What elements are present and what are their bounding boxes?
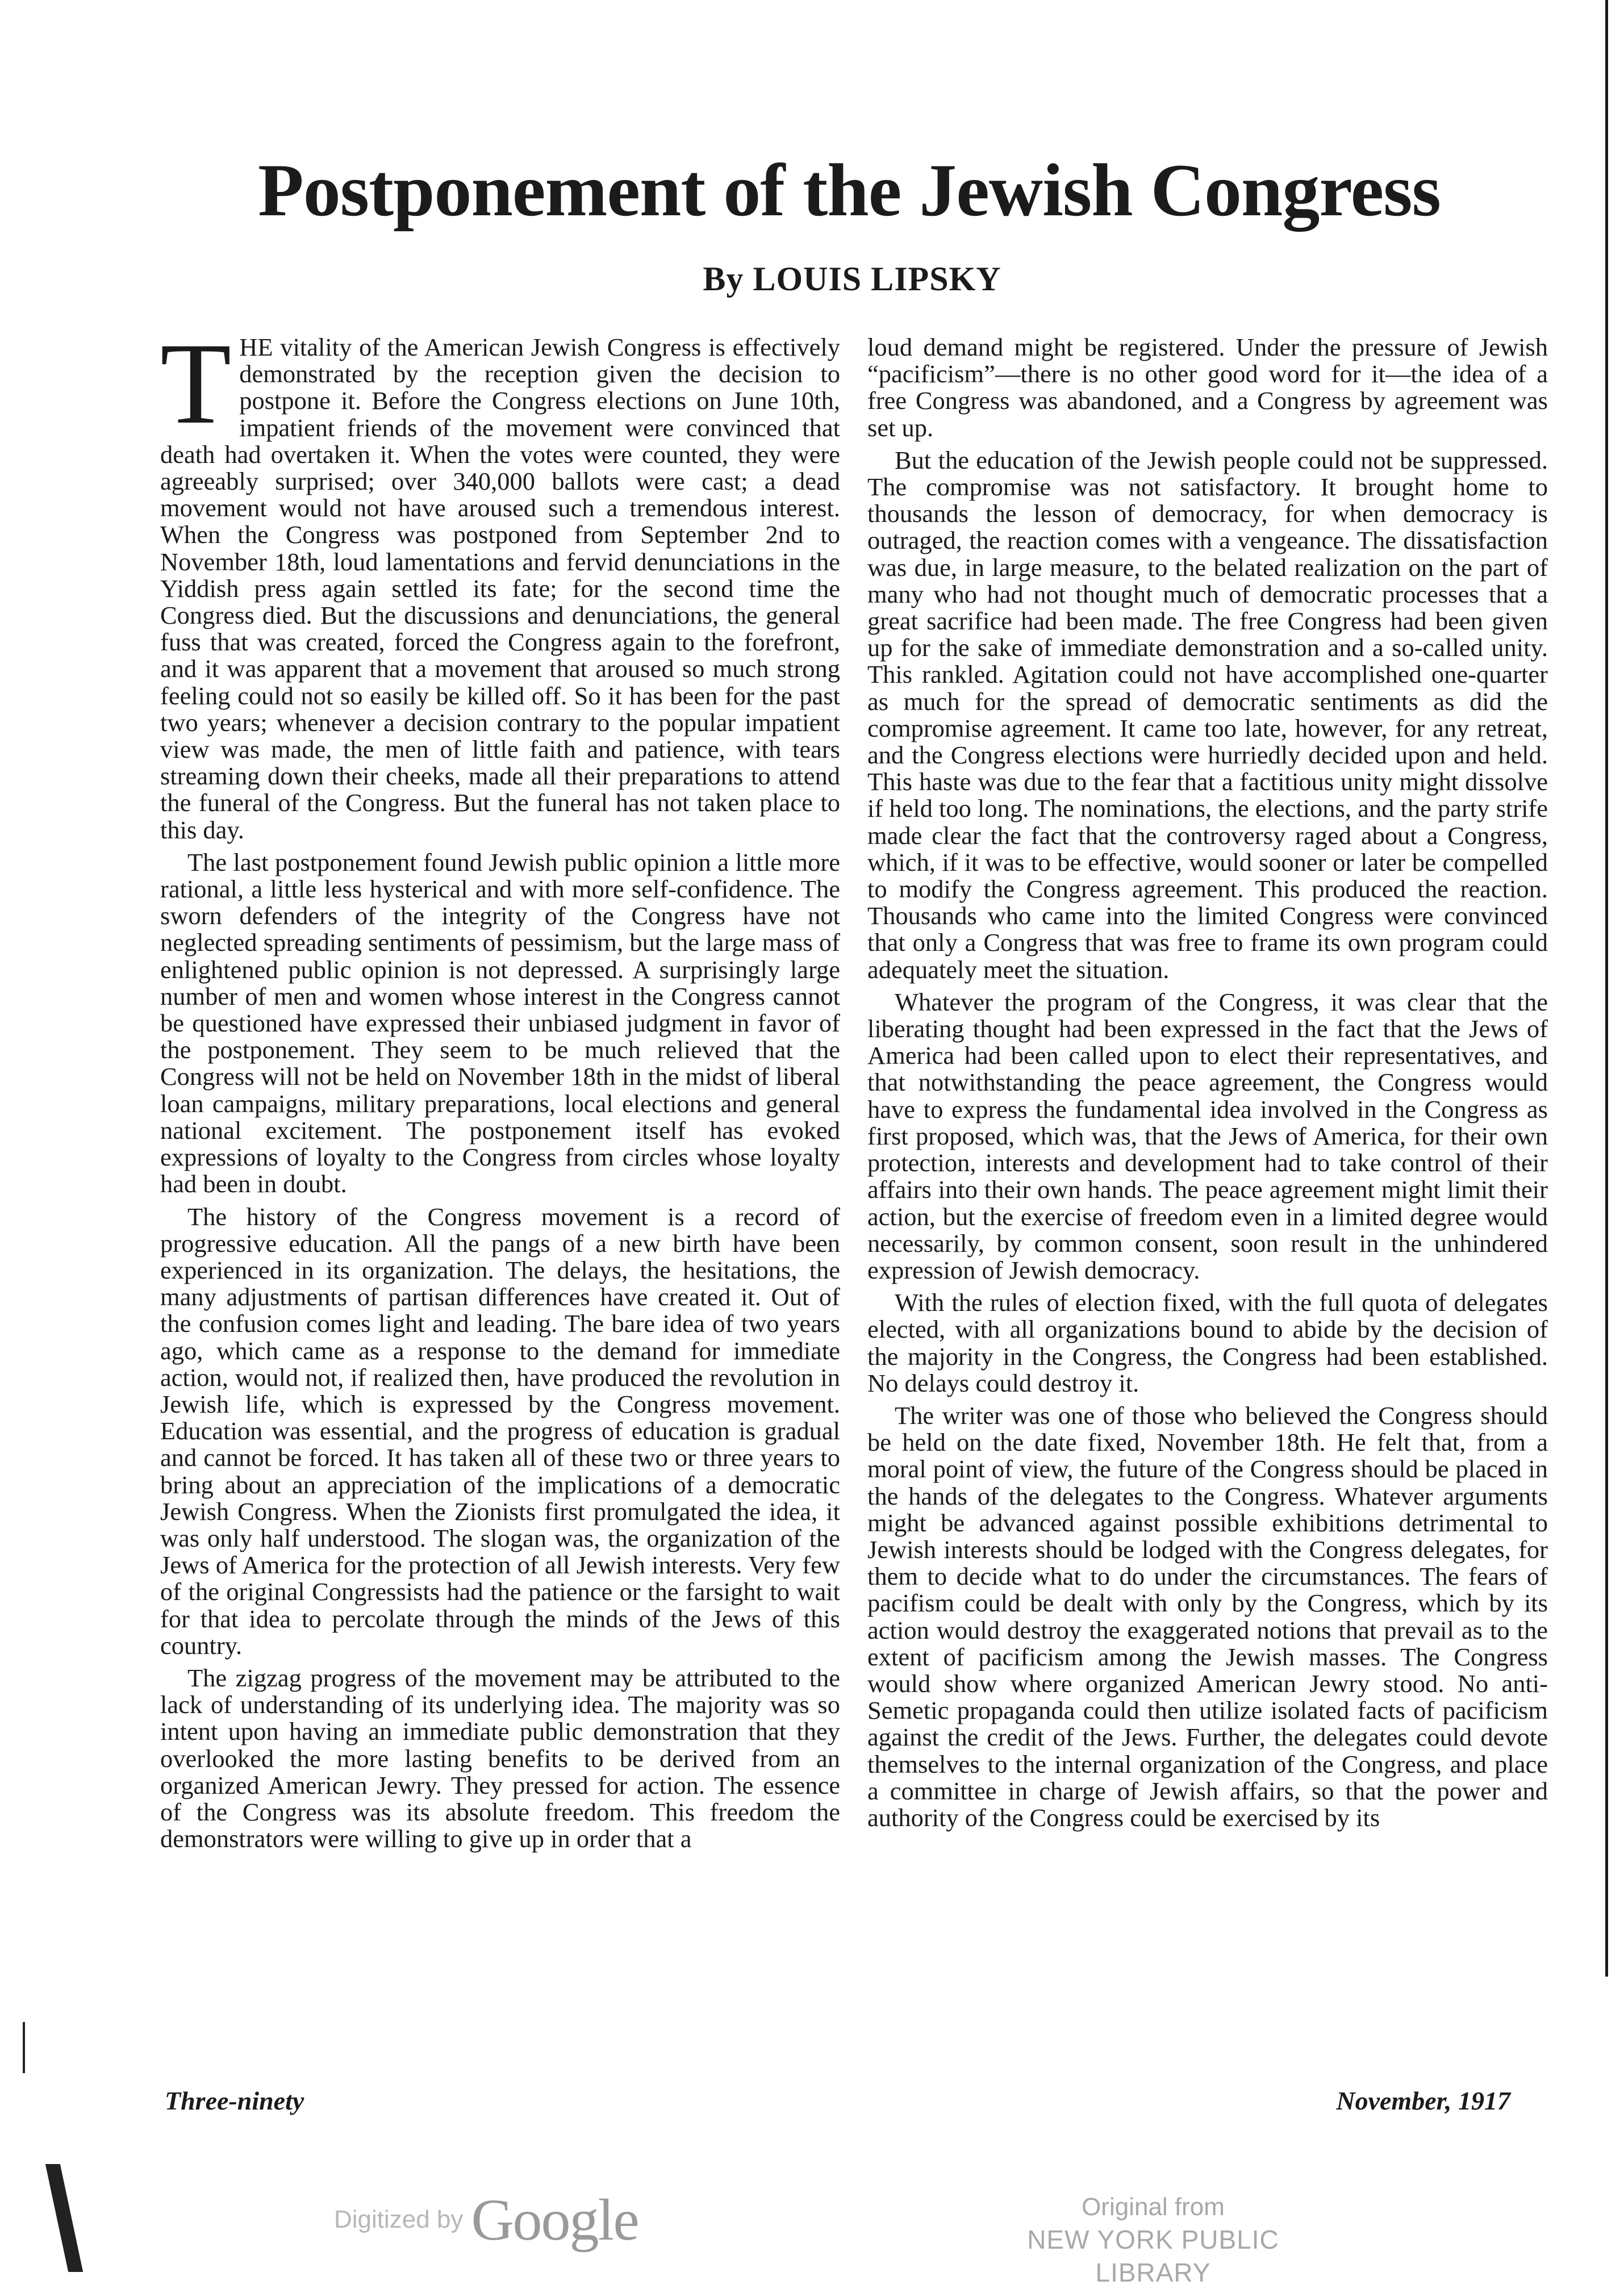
- library-watermark: [966, 2191, 1341, 2289]
- drop-cap: T: [160, 334, 232, 448]
- article-paragraph: The history of the Congress movement is a record of progressive education. All the pangs of a new birth have been experienced in its organization. The delays, the hesitations, the many adjustments of partisan differences have created it. Out of the confusion comes light and leading. The bare idea of two years ago, which came as a response to the demand for immediate action, would not, if realized then, have produced the revolution in Jewish life, which is expressed by the Congress movement. Education was essential, and the progress of education is gradual and cannot be forced. It has taken all of these two or three years to bring about an appreciation of the implications of a democratic Jewish Congress. When the Zionists first promulgated the idea, it was only half understood. The slogan was, the organization of the Jews of America for the protection of all Jewish interests. Very few of the original Congressists had the patience or the farsight to wait for that idea to percolate through the minds of the Jews of this country.: [160, 1202, 840, 1660]
- margin-mark: [45, 2164, 83, 2272]
- library-name: NEW YORK PUBLIC LIBRARY: [1027, 2225, 1279, 2287]
- page-number-label: Three-ninety: [165, 2086, 304, 2115]
- digitized-label: Digitized by: [334, 2206, 464, 2233]
- digitized-watermark: [334, 2186, 638, 2254]
- left-column: [160, 334, 840, 1939]
- google-logo: Google: [471, 2187, 638, 2253]
- article-paragraph: THE vitality of the American Jewish Congress is effectively demonstrated by the reception given the decision to postpone it. Before the Congress elections on June 10th, impatient friends of the movement were convinced that death had overtaken it. When the votes were counted, they were agreeably surprised; over 340,000 ballots were cast; a dead movement would not have aroused such a tremendous interest. When the Congress was postponed from September 2nd to November 18th, loud lamentations and fervid denunciations in the Yiddish press again settled its fate; for the second time the Congress died. But the discussions and denunciations, the general fuss that was created, forced the Congress again to the forefront, and it was apparent that a movement that aroused so much strong feeling could not so easily be killed off. So it has been for the past two years; whenever a decision contrary to the popular impatient view was made, the men of little faith and patience, with tears streaming down their cheeks, made all their preparations to attend the funeral of the Congress. But the funeral has not taken place to this day.: [160, 334, 840, 844]
- article-paragraph: The writer was one of those who believed the Congress should be held on the date fixed, November 18th. He felt that, from a moral point of view, the future of the Congress should be placed in the hands of the delegates to the Congress. Whatever arguments might be advanced against possible exhibitions detrimental to Jewish interests should be lodged with the Congress delegates, for them to decide what to do under the circumstances. The fears of pacifism could be dealt with only by the Congress, which by its action would destroy the exaggerated notions that prevail as to the extent of pacificism among the Jewish masses. The Congress would show where organized American Jewry stood. No anti-Semetic propaganda could then utilize isolated facts of pacificism against the credit of the Jews. Further, the delegates could devote themselves to the internal organization of the Congress, and place a committee in charge of Jewish affairs, so that the power and authority of the Congress could be exercised by its: [867, 1401, 1548, 1832]
- article-paragraph: Whatever the program of the Congress, it was clear that the liberating thought had been expressed in the fact that the Jews of America had been called upon to elect their representatives, and that notwithstanding the peace agreement, the Congress would have to express the fundamental idea involved in the Congress as first proposed, which was, that the Jews of America, for their own protection, interests and development had to take control of their affairs into their own hands. The peace agreement might limit their action, but the exercise of freedom even in a limited degree would necessarily, by common consent, soon result in the unhindered expression of Jewish democracy.: [867, 987, 1548, 1284]
- article-paragraph: With the rules of election fixed, with the full quota of delegates elected, with all organizations bound to abide by the decision of the majority in the Congress, the Congress had been established. No delays could destroy it.: [867, 1288, 1548, 1397]
- article-paragraph: The last postponement found Jewish public opinion a little more rational, a little less hysterical and with more self-confidence. The sworn defenders of the integrity of the Congress have not neglected spreading sentiments of pessimism, but the large mass of enlightened public opinion is not depressed. A surprisingly large number of men and women whose interest in the Congress cannot be questioned have expressed their unbiased judgment in favor of the postponement. They seem to be much relieved that the Congress will not be held on November 18th in the midst of liberal loan campaigns, military preparations, local elections and general national excitement. The postponement itself has evoked expressions of loyalty to the Congress from circles whose loyalty had been in doubt.: [160, 847, 840, 1198]
- article-paragraph: loud demand might be registered. Under the pressure of Jewish “pacificism”—there is no other good word for it—the idea of a free Congress was abandoned, and a Congress by agreement was set up.: [867, 334, 1548, 442]
- margin-mark: [23, 2022, 25, 2073]
- issue-date: November, 1917: [1336, 2086, 1510, 2115]
- original-from-label: Original from: [1082, 2193, 1225, 2221]
- article-title: Postponement of the Jewish Congress: [258, 148, 1441, 232]
- right-column: [867, 334, 1548, 1939]
- article-paragraph: The zigzag progress of the movement may be attributed to the lack of understanding of its underlying idea. The majority was so intent upon having an immediate public demonstration that they overlooked the more lasting benefits to be derived from an organized American Jewry. They pressed for action. The essence of the Congress was its absolute freedom. This freedom the demonstrators were willing to give up in order that a: [160, 1663, 840, 1853]
- article-byline: By LOUIS LIPSKY: [703, 260, 1001, 298]
- article-paragraph: But the education of the Jewish people could not be suppressed. The compromise was not satisfactory. It brought home to thousands the lesson of democracy, for when democracy is outraged, the reaction comes with a vengeance. The dissatisfaction was due, in large measure, to the belated realization on the part of many who had not thought much of democratic processes that a great sacrifice had been made. The free Congress had been given up for the sake of immediate demonstration and a so-called unity. This rankled. Agitation could not have accomplished one-quarter as much for the spread of democratic sentiments as did the compromise agreement. It came too late, however, for any retreat, and the Congress elections were hurriedly decided upon and held. This haste was due to the fear that a factitious unity might dissolve if held too long. The nominations, the elections, and the party strife made clear the fact that the controversy raged about a Congress, which, if it was to be effective, would sooner or later be compelled to modify the Congress agreement. This produced the reaction. Thousands who came into the limited Congress were convinced that only a Congress that was free to frame its own program could adequately meet the situation.: [867, 445, 1548, 984]
